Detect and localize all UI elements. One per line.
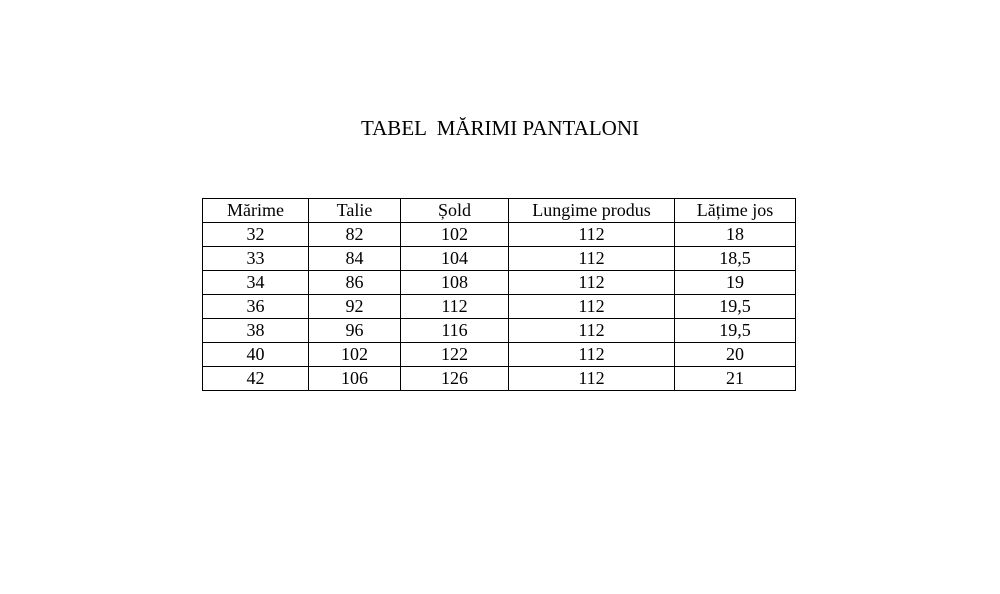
table-cell: 34 xyxy=(203,271,309,295)
page-title: TABEL MĂRIMI PANTALONI xyxy=(361,116,639,140)
table-cell: 86 xyxy=(309,271,401,295)
table-cell: 96 xyxy=(309,319,401,343)
table-cell: 112 xyxy=(509,271,675,295)
table-cell: 116 xyxy=(401,319,509,343)
table-cell: 112 xyxy=(509,247,675,271)
table-cell: 84 xyxy=(309,247,401,271)
column-header-bottom-width: Lățime jos xyxy=(675,199,796,223)
size-table xyxy=(202,198,796,391)
table-row xyxy=(203,295,796,319)
table-cell: 126 xyxy=(401,367,509,391)
table-row xyxy=(203,247,796,271)
table-cell: 108 xyxy=(401,271,509,295)
column-header-waist: Talie xyxy=(309,199,401,223)
table-row xyxy=(203,271,796,295)
table-cell: 32 xyxy=(203,223,309,247)
table-row xyxy=(203,223,796,247)
table-cell: 102 xyxy=(309,343,401,367)
table-cell: 106 xyxy=(309,367,401,391)
table-cell: 40 xyxy=(203,343,309,367)
table-cell: 36 xyxy=(203,295,309,319)
table-cell: 122 xyxy=(401,343,509,367)
table-cell: 18,5 xyxy=(675,247,796,271)
table-cell: 33 xyxy=(203,247,309,271)
table-row xyxy=(203,343,796,367)
table-cell: 92 xyxy=(309,295,401,319)
table-header-row xyxy=(203,199,796,223)
column-header-hip: Șold xyxy=(401,199,509,223)
table-cell: 38 xyxy=(203,319,309,343)
table-cell: 112 xyxy=(509,343,675,367)
table-cell: 112 xyxy=(509,223,675,247)
table-cell: 21 xyxy=(675,367,796,391)
table-row xyxy=(203,319,796,343)
table-cell: 19 xyxy=(675,271,796,295)
table-cell: 19,5 xyxy=(675,319,796,343)
column-header-product-length: Lungime produs xyxy=(509,199,675,223)
table-cell: 112 xyxy=(509,367,675,391)
table-cell: 102 xyxy=(401,223,509,247)
table-cell: 112 xyxy=(509,319,675,343)
table-cell: 104 xyxy=(401,247,509,271)
table-cell: 42 xyxy=(203,367,309,391)
table-cell: 112 xyxy=(401,295,509,319)
table-cell: 112 xyxy=(509,295,675,319)
table-cell: 19,5 xyxy=(675,295,796,319)
table-cell: 82 xyxy=(309,223,401,247)
table-row xyxy=(203,367,796,391)
table-cell: 20 xyxy=(675,343,796,367)
table-cell: 18 xyxy=(675,223,796,247)
column-header-size: Mărime xyxy=(203,199,309,223)
